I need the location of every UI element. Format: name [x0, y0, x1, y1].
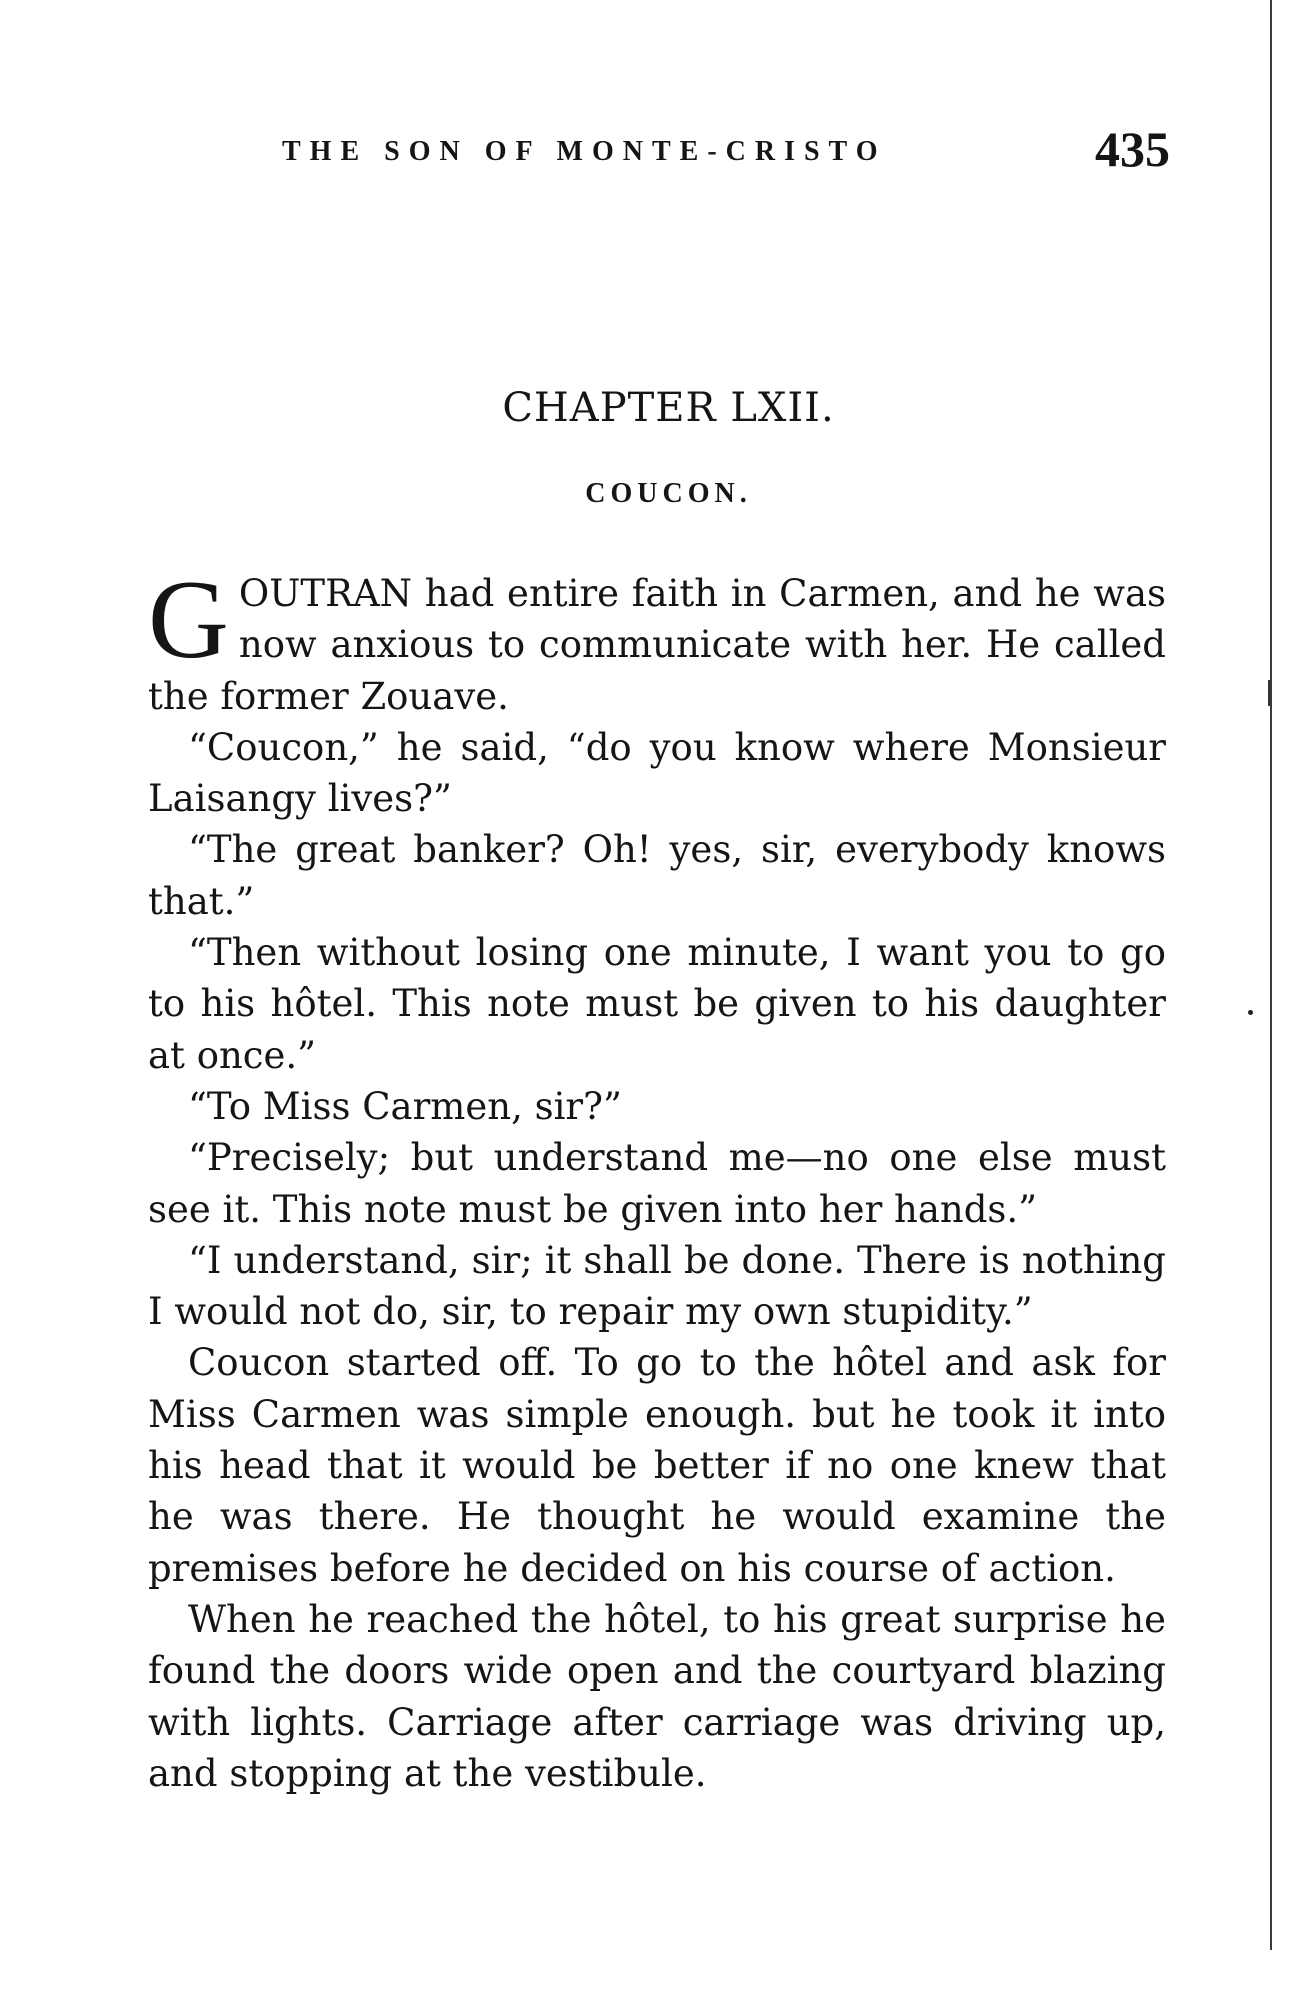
paragraph: “The great banker? Oh! yes, sir, everybody knows that.”	[148, 828, 1166, 923]
paragraph: “I understand, sir; it shall be done. There is nothing I would not do, sir, to repair my own stupidity.”	[148, 1238, 1166, 1334]
paragraph: Coucon started off. To go to the hôtel and ask for Miss Carmen was simple enough. but he took it into his head that it would be better if no one knew that he was there. He thought he would examine the premises before he decided on his course of action.	[148, 1341, 1166, 1590]
chapter-title: CHAPTER LXII.	[502, 385, 835, 431]
running-header	[282, 120, 1170, 180]
drop-cap: G	[148, 558, 229, 682]
paragraph: “To Miss Carmen, sir?”	[188, 1084, 622, 1128]
paragraph	[148, 558, 1166, 722]
paragraph: “Then without losing one minute, I want you to go to his hôtel. This note must be given to his daughter at once.”	[148, 931, 1166, 1077]
body-text	[148, 558, 1166, 1799]
chapter-subtitle: COUCON.	[585, 478, 752, 509]
scan-mark	[1268, 680, 1270, 706]
paragraph: When he reached the hôtel, to his great surprise he found the doors wide open and the courtyard blazing with lights. Carriage after carriage was driving up, and stopping at the vestibule.	[148, 1597, 1166, 1795]
paragraph-text: OUTRAN had entire faith in Carmen, and he was now anxious to communicate with her. He called the former Zouave.	[148, 572, 1166, 718]
running-title: THE SON OF MONTE-CRISTO	[282, 136, 887, 167]
scan-mark	[1248, 1010, 1253, 1015]
page-number: 435	[1095, 121, 1170, 177]
paragraph: “Coucon,” he said, “do you know where Monsieur Laisangy lives?”	[148, 725, 1166, 821]
page-edge-line	[1270, 0, 1272, 1950]
paragraph: “Precisely; but understand me—no one else must see it. This note must be given into her hands.”	[148, 1136, 1166, 1231]
